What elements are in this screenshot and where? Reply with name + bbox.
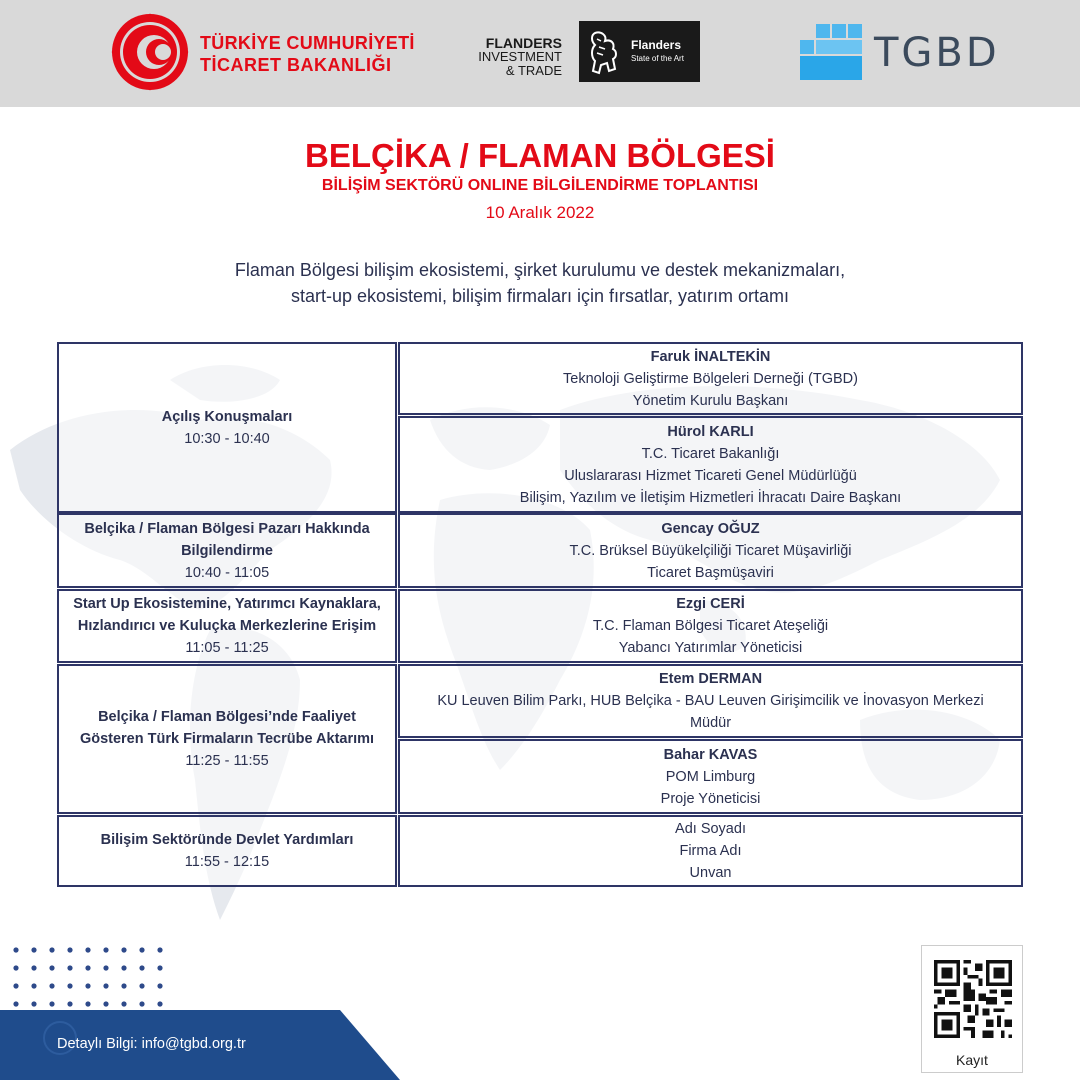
speaker-detail: Ticaret Başmüşaviri	[647, 564, 774, 581]
session-title-line2: Hızlandırıcı ve Kuluçka Merkezlerine Erişim	[77, 618, 377, 634]
event-intro	[0, 257, 1080, 309]
speaker-detail: POM Limburg	[665, 768, 756, 785]
speaker-name: Faruk İNALTEKİN	[650, 348, 771, 365]
speaker-detail: Teknoloji Geliştirme Bölgeleri Derneği (TGBD)	[563, 370, 858, 387]
speaker-detail: Uluslararası Hizmet Ticareti Genel Müdürlüğü	[564, 467, 857, 484]
contact-info[interactable]: Detaylı Bilgi: info@tgbd.org.tr	[57, 1036, 246, 1052]
speaker-cell	[398, 739, 1023, 814]
qr-code-icon	[934, 960, 1012, 1038]
session-title-line1: Belçika / Flaman Bölgesi Pazarı Hakkında	[84, 520, 370, 537]
speaker-detail: Yabancı Yatırımlar Yöneticisi	[618, 640, 803, 656]
session-title: Bilişim Sektöründe Devlet Yardımları	[100, 832, 354, 848]
session-time: 10:30 - 10:40	[184, 430, 270, 447]
speaker-name: Hürol KARLI	[667, 423, 754, 440]
ministry-emblem-icon	[110, 12, 190, 92]
intro-line2: start-up ekosistemi, bilişim firmaları için fırsatlar, yatırım ortamı	[290, 286, 790, 306]
dot-grid-decoration	[13, 947, 173, 1017]
event-title: BELÇİKA / FLAMAN BÖLGESİ	[305, 137, 775, 174]
flanders-name: Flanders	[631, 38, 682, 52]
speaker-cell	[398, 513, 1023, 588]
speaker-detail: T.C. Flaman Bölgesi Ticaret Ateşeliği	[592, 618, 829, 634]
intro-line1: Flaman Bölgesi bilişim ekosistemi, şirket kurulumu ve destek mekanizmaları,	[234, 260, 846, 280]
session-cell-startup-ecosystem	[57, 589, 397, 663]
session-cell-state-aid	[57, 815, 397, 887]
ministry-line2: TİCARET BAKANLIĞI	[200, 55, 392, 75]
session-title-line2: Bilgilendirme	[181, 542, 273, 559]
ministry-line1: TÜRKİYE CUMHURİYETİ	[200, 33, 415, 53]
speaker-detail: Bilişim, Yazılım ve İletişim Hizmetleri İhracatı Daire Başkanı	[519, 489, 902, 506]
flanders-tagline: State of the Art	[631, 54, 684, 63]
session-time: 11:55 - 12:15	[184, 854, 270, 870]
session-cell-opening	[57, 342, 397, 513]
tgbd-squares-icon	[800, 22, 866, 82]
session-time: 10:40 - 11:05	[184, 564, 270, 581]
flanders-lion-icon	[587, 29, 623, 75]
session-time: 11:05 - 11:25	[185, 640, 269, 656]
speaker-name: Etem DERMAN	[658, 671, 763, 687]
qr-label: Kayıt	[956, 1052, 988, 1068]
session-title-line2: Gösteren Türk Firmaların Tecrübe Aktarımı	[79, 731, 375, 747]
ministry-name	[200, 32, 415, 76]
session-title-line1: Belçika / Flaman Bölgesi’nde Faaliyet	[98, 709, 356, 725]
session-title: Açılış Konuşmaları	[161, 408, 293, 425]
fit-logo-text	[468, 36, 562, 78]
flanders-logo	[579, 21, 700, 82]
speaker-detail: Firma Adı	[679, 843, 742, 859]
speaker-detail: T.C. Ticaret Bakanlığı	[641, 445, 780, 462]
speaker-name: Gencay OĞUZ	[661, 520, 760, 537]
speaker-name: Ezgi CERİ	[676, 596, 745, 612]
fit-line1: FLANDERS	[485, 35, 562, 51]
speaker-detail: Unvan	[689, 865, 732, 881]
speaker-cell	[398, 664, 1023, 738]
speaker-cell	[398, 416, 1023, 513]
speaker-detail: KU Leuven Bilim Parkı, HUB Belçika - BAU Leuven Girişimcilik ve İnovasyon Merkezi	[437, 693, 984, 709]
speaker-cell	[398, 342, 1023, 415]
speaker-detail: Adı Soyadı	[675, 821, 746, 837]
speaker-cell	[398, 589, 1023, 663]
header-band	[0, 0, 1080, 107]
event-date: 10 Aralık 2022	[485, 203, 595, 222]
tgbd-logo-text: TGBD	[874, 30, 1000, 76]
speaker-cell-placeholder	[398, 815, 1023, 887]
fit-line3: & TRADE	[505, 63, 562, 78]
speaker-detail: Müdür	[689, 715, 732, 731]
registration-qr[interactable]	[921, 945, 1023, 1073]
speaker-detail: Proje Yöneticisi	[660, 790, 761, 807]
speaker-detail: Yönetim Kurulu Başkanı	[632, 392, 789, 409]
session-cell-turkish-firms	[57, 664, 397, 814]
event-subtitle: BİLİŞİM SEKTÖRÜ ONLINE BİLGİLENDİRME TOPLANTISI	[321, 177, 759, 194]
speaker-name: Bahar KAVAS	[663, 746, 758, 763]
session-cell-market-briefing	[57, 513, 397, 588]
session-title-line1: Start Up Ekosistemine, Yatırımcı Kaynaklara,	[73, 596, 381, 612]
session-time: 11:25 - 11:55	[185, 753, 269, 769]
speaker-detail: T.C. Brüksel Büyükelçiliği Ticaret Müşavirliği	[569, 542, 852, 559]
fit-line2: INVESTMENT	[478, 49, 562, 64]
